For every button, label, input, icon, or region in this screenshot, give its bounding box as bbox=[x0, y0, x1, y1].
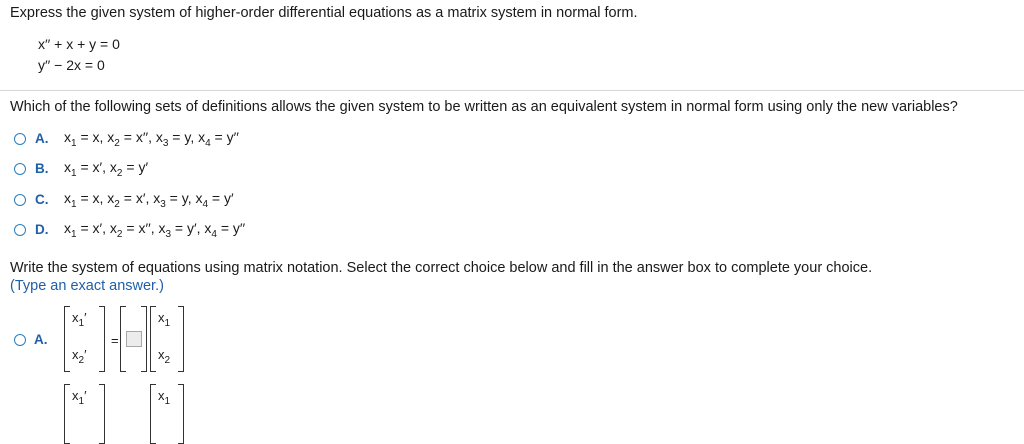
equation-2: y′′ − 2x = 0 bbox=[38, 57, 105, 73]
option-b-letter: B. bbox=[35, 161, 49, 176]
lhs-entry-1: $x_1'$ bbox=[72, 310, 87, 329]
left-vector-open-bracket bbox=[64, 306, 70, 372]
question-1-prompt: Which of the following sets of definitions allows the given system to be written as an equivalent system in normal form using only the new variables? bbox=[10, 99, 958, 115]
partial-left-close-bracket bbox=[99, 384, 105, 444]
lhs-entry-2: $x_2'$ bbox=[72, 347, 87, 366]
left-vector-close-bracket bbox=[99, 306, 105, 372]
option-d-letter: D. bbox=[35, 222, 49, 237]
radio-option-d[interactable] bbox=[14, 224, 26, 236]
right-vector-open-bracket bbox=[150, 306, 156, 372]
matrix-answer-box[interactable] bbox=[126, 331, 142, 347]
option-a-letter: A. bbox=[35, 131, 49, 146]
partial-right-close-bracket bbox=[178, 384, 184, 444]
partial-rhs-entry-1: $x_1$ bbox=[158, 388, 171, 407]
rhs-entry-1: $x_1$ bbox=[158, 310, 171, 329]
q2-option-a-letter: A. bbox=[34, 332, 48, 347]
equation-1: x′′ + x + y = 0 bbox=[38, 36, 120, 52]
matrix-close-bracket bbox=[141, 306, 147, 372]
partial-left-open-bracket bbox=[64, 384, 70, 444]
option-d-text: $x_1 = x'$, $x_2 = x''$, $x_3 = y'$, $x_4 = y''$ bbox=[64, 220, 246, 240]
equals-sign: = bbox=[111, 333, 119, 348]
option-c-text: $x_1 = x$, $x_2 = x'$, $x_3 = y$, $x_4 = y'$ bbox=[64, 190, 234, 210]
rhs-entry-2: $x_2$ bbox=[158, 347, 171, 366]
radio-option-a[interactable] bbox=[14, 133, 26, 145]
radio-q2-option-a[interactable] bbox=[14, 334, 26, 346]
radio-option-c[interactable] bbox=[14, 194, 26, 206]
partial-right-open-bracket bbox=[150, 384, 156, 444]
partial-lhs-entry-1: $x_1'$ bbox=[72, 388, 87, 407]
question-2-hint: (Type an exact answer.) bbox=[10, 278, 164, 294]
option-c-letter: C. bbox=[35, 192, 49, 207]
right-vector-close-bracket bbox=[178, 306, 184, 372]
problem-statement: Express the given system of higher-order differential equations as a matrix system in normal form. bbox=[10, 5, 638, 21]
radio-option-b[interactable] bbox=[14, 163, 26, 175]
section-divider bbox=[0, 90, 1024, 91]
question-2-prompt: Write the system of equations using matrix notation. Select the correct choice below and fill in the answer box to complete your choice. bbox=[10, 260, 873, 276]
option-a-text: $x_1 = x$, $x_2 = x''$, $x_3 = y$, $x_4 = y''$ bbox=[64, 129, 239, 149]
option-b-text: $x_1 = x'$, $x_2 = y'$ bbox=[64, 159, 149, 179]
